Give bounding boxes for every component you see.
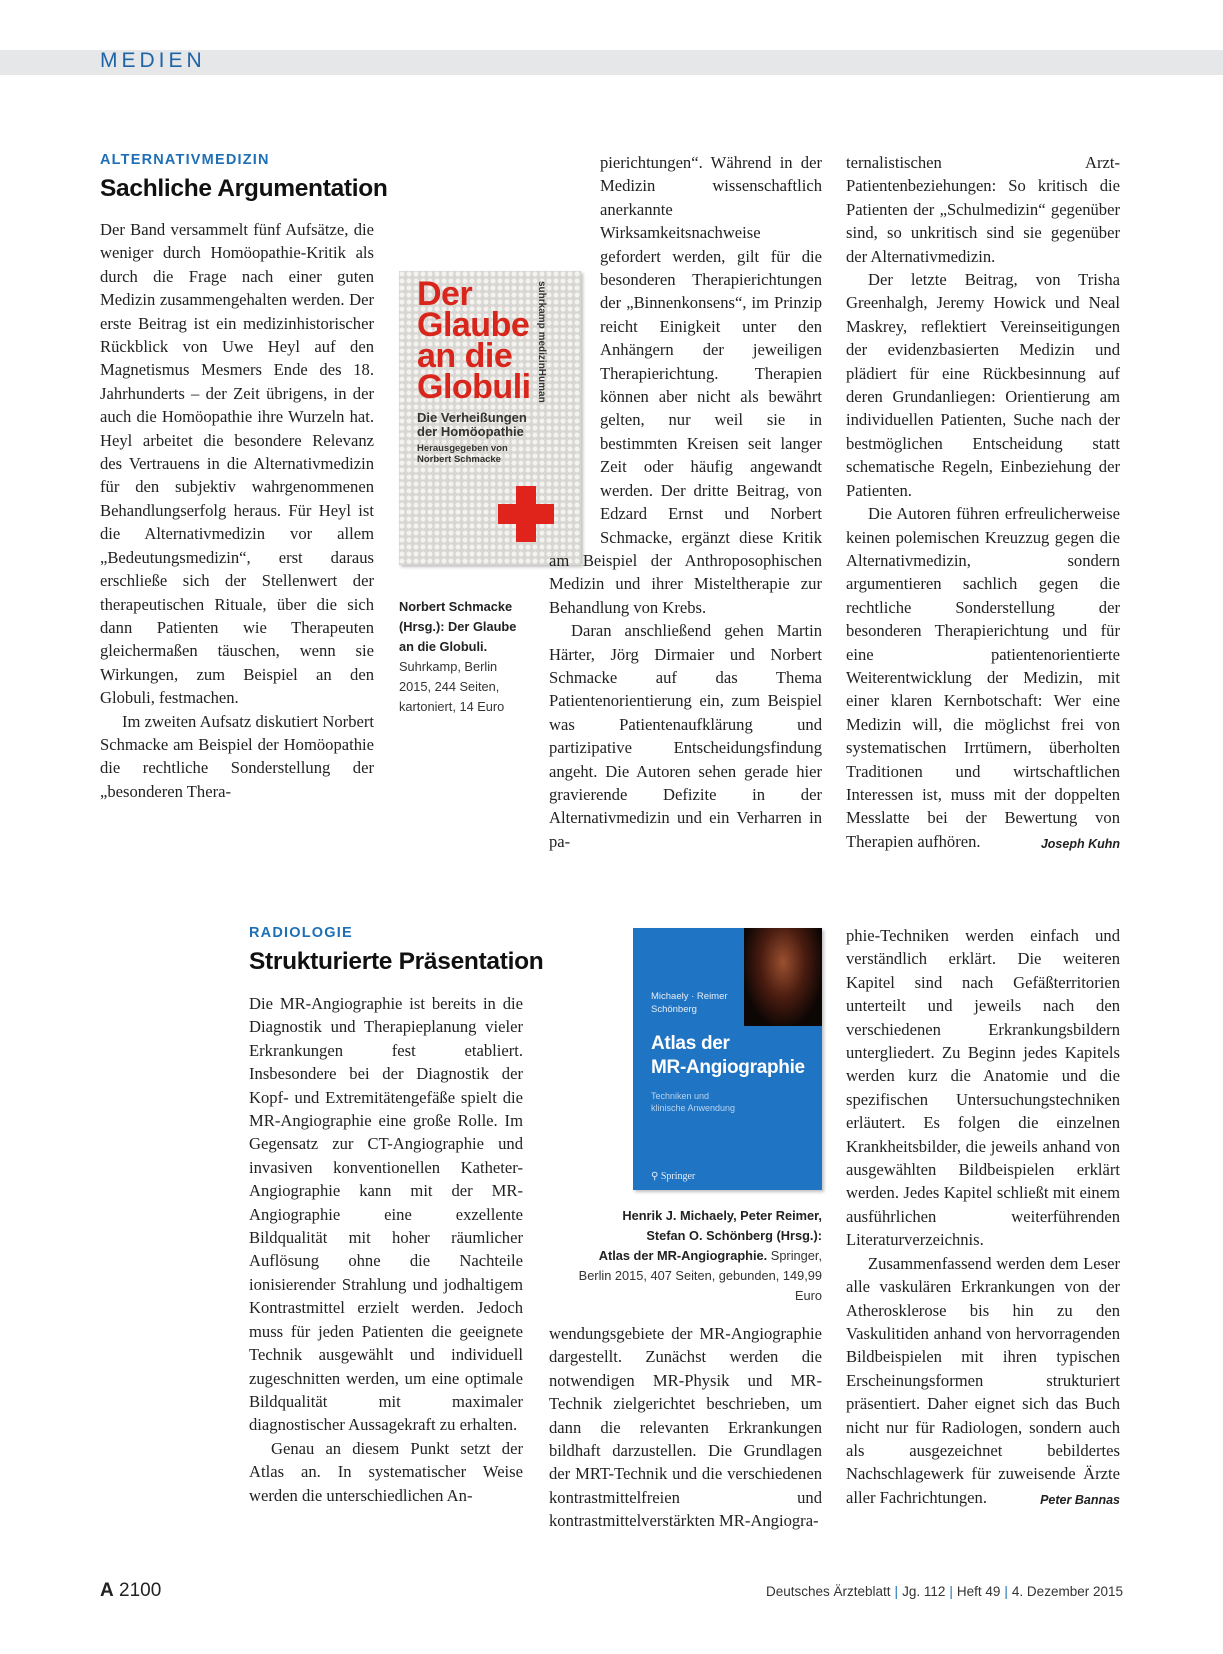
page-number: A 2100: [100, 1580, 162, 1601]
article2-column-3: [846, 924, 1120, 1512]
paragraph: Der Band versammelt fünf Aufsätze, die weniger durch Homöopathie-Kritik als durch die Frage nach einer guten Medizin zusammengehalten werden. Der erste Beitrag ist ein medizinhistorischer Rückblick von Uwe Heyl auf den Magnetismus Mesmers Ende des 18. Jahrhunderts – der Zeit übrigens, in der auch die Homöopathie ihre Wurzeln hat. Heyl arbeitet die besondere Relevanz des Vertrauens in die Alternativmedizin für den subjektiv wahrgenommenen Behandlungserfolg heraus. Für Heyl ist die Alternativmedizin vor allem „Bedeutungsmedizin“, erst daraus erschließe sich der Stellenwert der therapeutischen Rituale, über die sich dann Patienten wie Therapeuten gleichermaßen täuschen, wenn sie Wirkungen, zum Beispiel an den Globuli, festmachen.: [100, 220, 374, 708]
article2-column-2: [549, 1322, 822, 1533]
cover-publisher: ⚲ Springer: [651, 1171, 696, 1182]
paragraph: Zusammenfassend werden dem Leser alle vaskulären Erkrankungen von der Atherosklerose bis hin zu den Vaskulitiden anhand von hervorragenden Bildbeispielen mit ihren typischen Erscheinungsformen strukturiert präsentiert. Daher eignet sich das Buch nicht nur für Radiologen, sondern auch als ausgezeichnet bebildertes Nachschlagewerk für zuweisende Ärzte aller Fachrichtungen. Peter Bannas: [846, 1252, 1120, 1509]
paragraph: pierichtungen“. Während in der Medizin wissenschaftlich anerkannte Wirksamkeitsnachweise gefordert werden, gilt für die besonderen Therapierichtungen der „Binnenkonsens“, im Prinzip reicht Einigkeit unter den Anhängern der jeweiligen Therapierichtung. Therapien können aber nicht als bewährt gelten, nur weil sie in bestimmten Kreisen seit langer Zeit oder häufig angewandt werden. Der dritte Beitrag, von Edzard Ernst und Norbert Schmacke, ergänzt diese Kritik am Beispiel der Anthroposophischen Medizin und ihrer Misteltherapie zur Behandlung von Krebs.: [549, 153, 822, 617]
cover-subtitle: Die Verheißungen der Homöopathie: [417, 410, 527, 439]
article2-title: Strukturierte Präsentation: [249, 948, 544, 975]
paragraph: ternalistischen Arzt-Patientenbeziehungen: So kritisch die Patienten der „Schulmedizin“ gegenüber sind, so unkritisch sind sie gegenüber der Alternativmedizin.: [846, 153, 1120, 266]
paragraph: Im zweiten Aufsatz diskutiert Norbert Schmacke am Beispiel der Homöopathie die rechtliche Sonderstellung der „besonderen Thera-: [100, 711, 374, 801]
cover-authors: Michaely · Reimer Schönberg: [651, 991, 728, 1015]
cover-publisher: suhrkamp medizinHuman: [536, 281, 547, 403]
paragraph: Daran anschließend gehen Martin Härter, Jörg Dirmaier und Norbert Schmacke auf das Thema Patientenorientierung ein, zum Beispiel was Patientenaufklärung und partizipative Entscheidungsfindung angeht. Die Autoren sehen gerade hier gravierende Defizite in der Alternativmedizin und ein Verharren in pa-: [549, 621, 822, 851]
article1-kicker: ALTERNATIVMEDIZIN: [100, 152, 270, 168]
cover-title: Der Glaube an die Globuli: [417, 275, 531, 406]
article1-column-1: [100, 218, 374, 803]
angiography-image: [744, 928, 822, 1026]
article2-book-caption: Henrik J. Michaely, Peter Reimer, Stefan O. Schönberg (Hrsg.): Atlas der MR-Angiographie. Springer, Berlin 2015, 407 Seiten, gebunden, 149,99 Euro: [578, 1208, 822, 1303]
article2-column-1: [249, 992, 523, 1507]
cover-title: Atlas der MR-Angiographie: [651, 1033, 805, 1078]
book-cover-mr-angiographie: [633, 928, 822, 1190]
paragraph: Genau an diesem Punkt setzt der Atlas an. In systematischer Weise werden die unterschiedlichen An-: [249, 1438, 523, 1505]
paragraph: phie-Techniken werden einfach und verständlich erklärt. Die weiteren Kapitel sind nach Gefäßterritorien unterteilt und jeweils nach den verschiedenen Erkrankungsbildern untergliedert. Zu Beginn jedes Kapitels werden kurz die Anatomie und die spezifischen Untersuchungstechniken erläutert. Es folgen die einzelnen Krankheitsbilder, die jeweils anhand von ausgewählten Bildbeispielen erklärt werden. Jedes Kapitel schließt mit einem ausführlichen weiterführenden Literaturverzeichnis.: [846, 926, 1120, 1250]
red-cross-icon: [498, 486, 554, 542]
article1-column-2: [549, 151, 822, 853]
cover-editor: Herausgegeben von Norbert Schmacke: [417, 443, 508, 465]
article1-column-3: [846, 151, 1120, 856]
author-name: Joseph Kuhn: [1040, 836, 1120, 851]
article1-book-caption: Norbert Schmacke (Hrsg.): Der Glaube an die Globuli. Suhrkamp, Berlin 2015, 244 Seiten, kartoniert, 14 Euro: [399, 599, 517, 714]
paragraph: Die Autoren führen erfreulicherweise keinen polemischen Kreuzzug gegen die Alternativmedizin, sondern argumentieren sachlich gegen die rechtliche Sonderstellung der besonderen Therapierichtung und für eine patientenorientierte Weiterentwicklung der Medizin, mit einer klaren Kernbotschaft: Wer eine Medizin will, die möglichst frei von systematischen Irrtümern, überholten Traditionen und wirtschaftlichen Interessen ist, muss mit der doppelten Messlatte bei der Bewertung von Therapien aufhören. Joseph Kuhn: [846, 502, 1120, 853]
journal-info: Deutsches Ärzteblatt | Jg. 112 | Heft 49 | 4. Dezember 2015: [765, 1584, 1123, 1599]
author-name: Peter Bannas: [1040, 1492, 1120, 1507]
paragraph: Die MR-Angiographie ist bereits in die Diagnostik und Therapieplanung vieler Erkrankungen fest etabliert. Insbesondere bei der Diagnostik der Kopf- und Extremitätengefäße spielt die MR-Angiographie eine große Rolle. Im Gegensatz zur CT-Angiographie und invasiven konventionellen Katheter-Angiographie kann mit der MR-Angiographie eine exzellente Bildqualität mit hoher räumlicher Auflösung ohne die Nachteile ionisierender Strahlung und jodhaltigem Kontrastmittel erzielt werden. Jedoch muss für jeden Patienten die geeignete Technik ausgewählt und individuell zugeschnitten werden, um eine optimale Bildqualität mit maximaler diagnostischer Aussagekraft zu erhalten.: [249, 994, 523, 1435]
article1-title: Sachliche Argumentation: [100, 175, 388, 202]
cover-subtitle: Techniken und klinische Anwendung: [651, 1091, 736, 1113]
section-label: MEDIEN: [100, 49, 206, 72]
paragraph: wendungsgebiete der MR-Angiographie dargestellt. Zunächst werden die notwendigen MR-Physik und MR-Technik zielgerichtet beschrieben, um dann die relevanten Erkrankungen bildhaft darzustellen. Die Grundlagen der MRT-Technik und die verschiedenen kontrastmittelfreien und kontrastmittelverstärkten MR-Angiogra-: [549, 1324, 822, 1531]
paragraph: Der letzte Beitrag, von Trisha Greenhalgh, Jeremy Howick und Neal Maskrey, reflektiert Vereinseitigungen der evidenzbasierten Medizin und plädiert für eine Rückbesinnung auf deren Grundanliegen: Orientierung am individuellen Patienten, Suche nach der bestmöglichen Entscheidung statt schematische Regeln, Einbeziehung der Patienten.: [846, 270, 1120, 500]
article2-kicker: RADIOLOGIE: [249, 925, 353, 941]
